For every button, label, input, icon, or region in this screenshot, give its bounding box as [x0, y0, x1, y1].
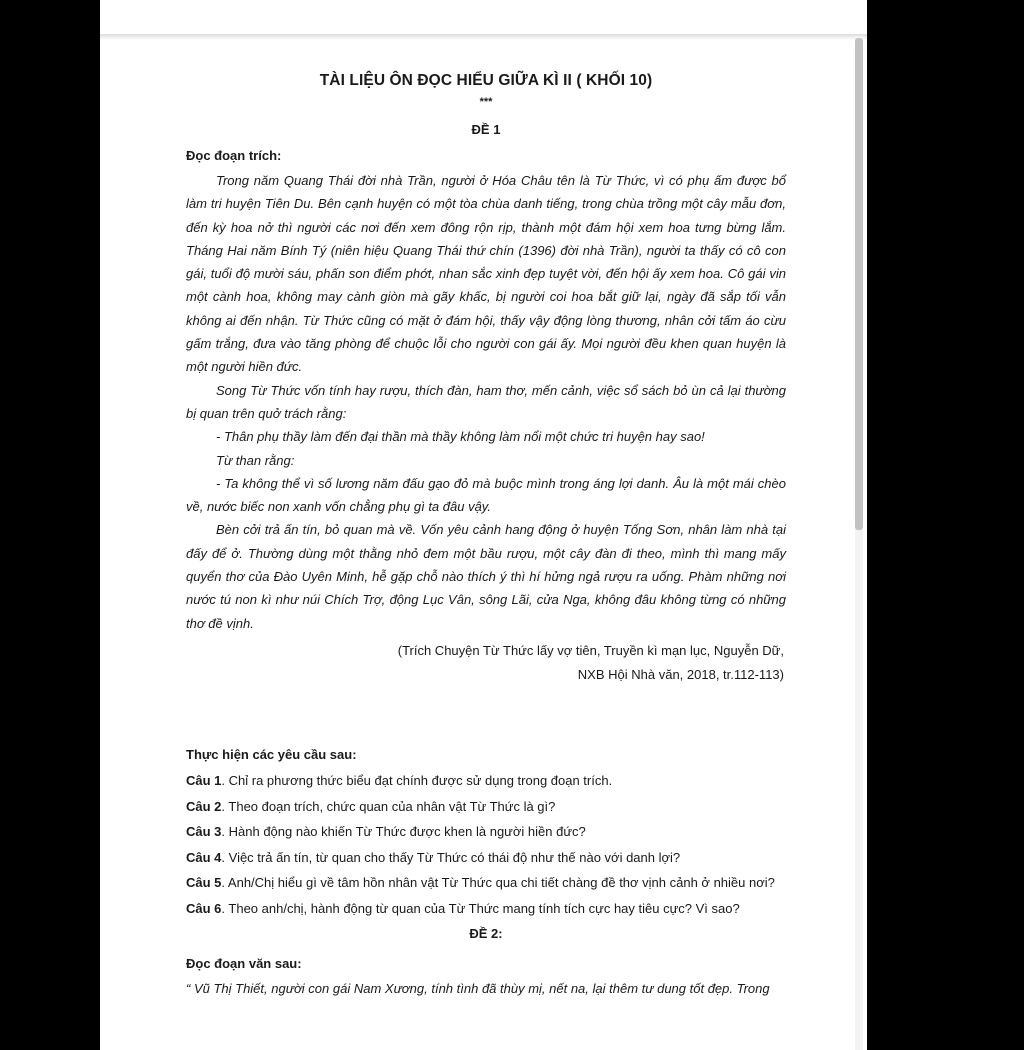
citation-line-2: NXB Hội Nhà văn, 2018, tr.112-113) — [577, 666, 784, 682]
question-number: Câu 1 — [186, 772, 222, 788]
question-item — [186, 870, 786, 896]
question-item — [186, 845, 786, 871]
question-text: . Việc trả ấn tín, từ quan cho thấy Từ Thức có thái độ như thế nào với danh lợi? — [221, 849, 681, 865]
question-text: . Theo anh/chị, hành động từ quan của Từ Thức mang tính tích cực hay tiêu cực? Vì sao? — [221, 900, 740, 916]
question-number: Câu 2 — [186, 798, 222, 814]
excerpt-passage — [186, 169, 786, 635]
page-separator — [100, 34, 867, 40]
question-number: Câu 4 — [186, 849, 222, 865]
document-title: TÀI LIỆU ÔN ĐỌC HIỂU GIỮA KÌ II ( KHỐI 10) — [319, 72, 653, 89]
question-number: Câu 6 — [186, 900, 222, 916]
question-text: . Theo đoạn trích, chức quan của nhân vật Từ Thức là gì? — [221, 798, 556, 814]
scrollbar-thumb[interactable] — [855, 38, 863, 530]
section-2-heading: ĐỀ 2: — [469, 925, 503, 941]
question-item — [186, 794, 786, 820]
question-number: Câu 5 — [186, 875, 222, 891]
passage-paragraph: Bèn cởi trả ấn tín, bỏ quan mà về. Vốn yêu cảnh hang động ở huyện Tống Sơn, nhân làm nhà tại đấy để ở. Thường dùng một thằng nhỏ đem một bầu rượu, một cây đàn đi theo, mình thì mang mấy quyển thơ của Đào Uyên Minh, hễ gặp chỗ nào thích ý thì hí hửng ngả rượu ra uống. Phàm những nơi nước tú non kì như núi Chích Trợ, động Lục Vân, sông Lãi, cửa Nga, không đâu không từng có những thơ đề vịnh. — [186, 522, 786, 631]
tasks-label: Thực hiện các yêu cầu sau: — [186, 746, 357, 762]
passage-paragraph: Trong năm Quang Thái đời nhà Trần, người ở Hóa Châu tên là Từ Thức, vì có phụ ấm được bổ làm tri huyện Tiên Du. Bên cạnh huyện có một tòa chùa danh tiếng, trong chùa trồng một cây mẫu đơn, đến kỳ hoa nở thì người các nơi đến xem đông rộn rịp, thành một đám hội xem hoa tưng bừng lắm. Tháng Hai năm Bính Tý (niên hiệu Quang Thái thứ chín (1396) đời nhà Trần), người ta thấy có cô con gái, tuổi độ mười sáu, phấn son điểm phớt, nhan sắc xinh đẹp tuyệt vời, đến hội ấy xem hoa. Cô gái vin một cành hoa, không may cành giòn mà gãy khấc, bị người coi hoa bắt giữ lại, ngày đã sắp tối vẫn không ai đến nhận. Từ Thức cũng có mặt ở đám hội, thấy vậy động lòng thương, nhân cởi tấm áo cừu gấm trắng, đưa vào tăng phòng để chuộc lỗi cho người con gái ấy. Mọi người đều khen quan huyện là một người hiền đức. — [186, 173, 786, 375]
section-1-heading: ĐỀ 1 — [471, 122, 501, 137]
question-item — [186, 896, 786, 922]
passage-paragraph: Từ than rằng: — [216, 452, 295, 468]
read-excerpt-label: Đọc đoạn trích: — [186, 148, 282, 163]
passage-paragraph: Song Từ Thức vốn tính hay rượu, thích đàn, ham thơ, mến cảnh, việc sổ sách bỏ ùn cả lại thường bị quan trên quở trách rằng: — [186, 382, 786, 421]
citation-line-1: (Trích Chuyện Từ Thức lấy vợ tiên, Truyền kì mạn lục, Nguyễn Dữ, — [397, 642, 784, 658]
document-page — [186, 60, 786, 1002]
question-item — [186, 768, 786, 794]
passage-paragraph: - Ta không thể vì số lương năm đấu gạo đỏ mà buộc mình trong áng lợi danh. Âu là một mái chèo về, nước biếc non xanh vốn chẳng phụ gì ta đâu vậy. — [186, 475, 786, 515]
title-separator: *** — [479, 96, 493, 108]
passage-paragraph: - Thân phụ thầy làm đến đại thần mà thầy không làm nổi một chức tri huyện hay sao! — [216, 429, 705, 445]
question-item — [186, 819, 786, 845]
section-2-passage: “ Vũ Thị Thiết, người con gái Nam Xương, tính tình đã thùy mị, nết na, lại thêm tư dung tốt đẹp. Trong — [186, 980, 770, 996]
question-text: . Anh/Chị hiểu gì về tâm hồn nhân vật Từ Thức qua chi tiết chàng đề thơ vịnh cảnh ở nhiều nơi? — [221, 875, 775, 891]
question-text: . Hành động nào khiến Từ Thức được khen là người hiền đức? — [221, 824, 586, 840]
previous-page-bottom — [100, 0, 867, 34]
citation — [186, 639, 786, 687]
section-2-read-label: Đọc đoạn văn sau: — [186, 955, 302, 971]
question-list — [186, 768, 786, 922]
question-number: Câu 3 — [186, 824, 222, 840]
question-text: . Chỉ ra phương thức biểu đạt chính được sử dụng trong đoạn trích. — [221, 772, 613, 788]
